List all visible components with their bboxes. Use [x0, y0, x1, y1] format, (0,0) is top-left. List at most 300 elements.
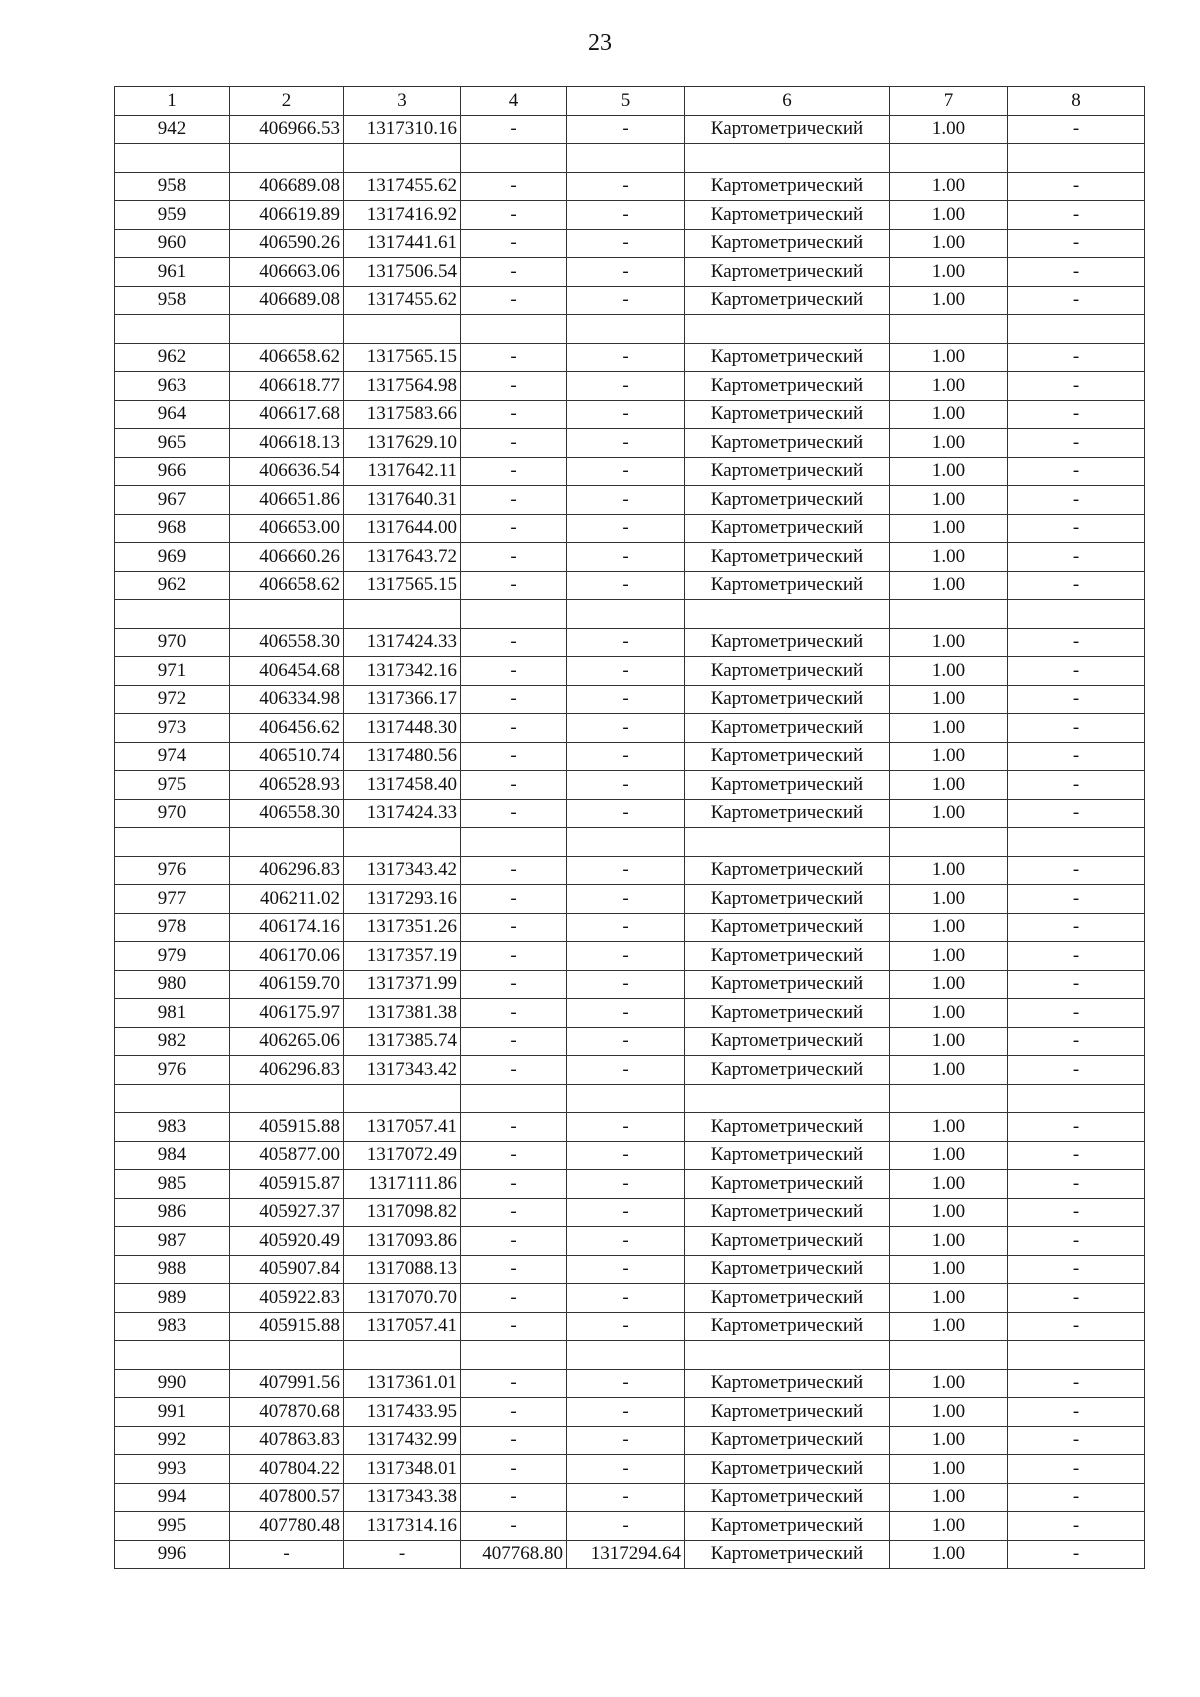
coord-y-new-cell: -: [567, 343, 685, 372]
coord-y-cell: 1317416.92: [344, 201, 461, 230]
coord-y-new-cell: -: [567, 258, 685, 287]
separator-row: [115, 1084, 1145, 1113]
empty-cell: [1008, 144, 1145, 173]
method-cell: Картометрический: [685, 999, 890, 1028]
accuracy-cell: 1.00: [890, 286, 1008, 315]
empty-cell: [461, 600, 567, 629]
description-cell: -: [1008, 1398, 1145, 1427]
description-cell: -: [1008, 1170, 1145, 1199]
point-number-cell: 995: [115, 1512, 230, 1541]
coord-y-new-cell: -: [567, 714, 685, 743]
coord-x-cell: 406663.06: [230, 258, 344, 287]
method-cell: Картометрический: [685, 1426, 890, 1455]
coord-x-cell: 406454.68: [230, 657, 344, 686]
table-row: [115, 1512, 1145, 1541]
header-col-8: 8: [1008, 87, 1145, 116]
method-cell: Картометрический: [685, 885, 890, 914]
coord-x-new-cell: -: [461, 115, 567, 144]
coord-y-cell: 1317643.72: [344, 543, 461, 572]
point-number-cell: 958: [115, 286, 230, 315]
empty-cell: [567, 144, 685, 173]
coord-x-new-cell: -: [461, 856, 567, 885]
table-row: [115, 343, 1145, 372]
method-cell: Картометрический: [685, 742, 890, 771]
point-number-cell: 990: [115, 1369, 230, 1398]
accuracy-cell: 1.00: [890, 999, 1008, 1028]
coord-x-cell: 406619.89: [230, 201, 344, 230]
coord-y-new-cell: -: [567, 771, 685, 800]
table-row: [115, 742, 1145, 771]
coord-y-new-cell: -: [567, 1512, 685, 1541]
point-number-cell: 994: [115, 1483, 230, 1512]
table-row: [115, 771, 1145, 800]
description-cell: -: [1008, 343, 1145, 372]
coord-x-new-cell: -: [461, 970, 567, 999]
coord-y-cell: 1317644.00: [344, 514, 461, 543]
point-number-cell: 983: [115, 1113, 230, 1142]
coord-x-new-cell: -: [461, 999, 567, 1028]
coord-x-new-cell: -: [461, 885, 567, 914]
description-cell: -: [1008, 856, 1145, 885]
coord-x-cell: 407991.56: [230, 1369, 344, 1398]
coord-y-cell: 1317629.10: [344, 429, 461, 458]
point-number-cell: 982: [115, 1027, 230, 1056]
point-number-cell: 967: [115, 486, 230, 515]
table-row: [115, 1312, 1145, 1341]
accuracy-cell: 1.00: [890, 1027, 1008, 1056]
table-row: [115, 1540, 1145, 1569]
coord-x-new-cell: -: [461, 571, 567, 600]
coord-x-cell: 406658.62: [230, 571, 344, 600]
coord-y-cell: 1317357.19: [344, 942, 461, 971]
point-number-cell: 991: [115, 1398, 230, 1427]
table-row: [115, 457, 1145, 486]
coord-x-cell: 406590.26: [230, 229, 344, 258]
empty-cell: [461, 828, 567, 857]
accuracy-cell: 1.00: [890, 1540, 1008, 1569]
accuracy-cell: 1.00: [890, 913, 1008, 942]
coord-y-new-cell: -: [567, 628, 685, 657]
description-cell: -: [1008, 286, 1145, 315]
table-row: [115, 514, 1145, 543]
coord-y-cell: -: [344, 1540, 461, 1569]
coord-y-cell: 1317070.70: [344, 1284, 461, 1313]
point-number-cell: 966: [115, 457, 230, 486]
coord-y-cell: 1317640.31: [344, 486, 461, 515]
coord-x-cell: 406651.86: [230, 486, 344, 515]
coord-x-cell: 405920.49: [230, 1227, 344, 1256]
coord-x-new-cell: -: [461, 343, 567, 372]
coord-y-cell: 1317057.41: [344, 1312, 461, 1341]
empty-cell: [1008, 828, 1145, 857]
description-cell: -: [1008, 1312, 1145, 1341]
coord-y-cell: 1317583.66: [344, 400, 461, 429]
coord-x-cell: 406175.97: [230, 999, 344, 1028]
method-cell: Картометрический: [685, 201, 890, 230]
coord-x-new-cell: -: [461, 1398, 567, 1427]
method-cell: Картометрический: [685, 1227, 890, 1256]
separator-row: [115, 1341, 1145, 1370]
accuracy-cell: 1.00: [890, 1369, 1008, 1398]
description-cell: -: [1008, 799, 1145, 828]
point-number-cell: 959: [115, 201, 230, 230]
coord-y-new-cell: -: [567, 685, 685, 714]
separator-row: [115, 600, 1145, 629]
accuracy-cell: 1.00: [890, 1141, 1008, 1170]
empty-cell: [685, 315, 890, 344]
description-cell: -: [1008, 172, 1145, 201]
coordinates-table: [114, 86, 1145, 1569]
description-cell: -: [1008, 201, 1145, 230]
accuracy-cell: 1.00: [890, 771, 1008, 800]
accuracy-cell: 1.00: [890, 1398, 1008, 1427]
accuracy-cell: 1.00: [890, 1113, 1008, 1142]
description-cell: -: [1008, 1483, 1145, 1512]
coord-y-new-cell: -: [567, 1369, 685, 1398]
empty-cell: [461, 1084, 567, 1113]
coord-x-cell: 406558.30: [230, 799, 344, 828]
empty-cell: [344, 600, 461, 629]
table-row: [115, 1227, 1145, 1256]
accuracy-cell: 1.00: [890, 1284, 1008, 1313]
coord-x-cell: 405907.84: [230, 1255, 344, 1284]
accuracy-cell: 1.00: [890, 885, 1008, 914]
accuracy-cell: 1.00: [890, 657, 1008, 686]
point-number-cell: 987: [115, 1227, 230, 1256]
coord-x-new-cell: -: [461, 429, 567, 458]
coord-y-cell: 1317057.41: [344, 1113, 461, 1142]
coord-x-new-cell: -: [461, 714, 567, 743]
coord-y-cell: 1317424.33: [344, 799, 461, 828]
table-row: [115, 799, 1145, 828]
description-cell: -: [1008, 1426, 1145, 1455]
method-cell: Картометрический: [685, 115, 890, 144]
coord-x-new-cell: -: [461, 201, 567, 230]
method-cell: Картометрический: [685, 685, 890, 714]
coord-y-cell: 1317480.56: [344, 742, 461, 771]
accuracy-cell: 1.00: [890, 942, 1008, 971]
coord-y-cell: 1317293.16: [344, 885, 461, 914]
accuracy-cell: 1.00: [890, 799, 1008, 828]
description-cell: -: [1008, 628, 1145, 657]
coord-y-new-cell: -: [567, 885, 685, 914]
description-cell: -: [1008, 942, 1145, 971]
method-cell: Картометрический: [685, 258, 890, 287]
coord-x-cell: 405877.00: [230, 1141, 344, 1170]
method-cell: Картометрический: [685, 514, 890, 543]
empty-cell: [685, 144, 890, 173]
coord-y-cell: 1317424.33: [344, 628, 461, 657]
method-cell: Картометрический: [685, 229, 890, 258]
coord-y-new-cell: -: [567, 1255, 685, 1284]
point-number-cell: 961: [115, 258, 230, 287]
description-cell: -: [1008, 115, 1145, 144]
coord-x-cell: 406558.30: [230, 628, 344, 657]
point-number-cell: 942: [115, 115, 230, 144]
table-row: [115, 400, 1145, 429]
accuracy-cell: 1.00: [890, 201, 1008, 230]
coord-x-new-cell: -: [461, 1426, 567, 1455]
coord-y-cell: 1317361.01: [344, 1369, 461, 1398]
coord-x-new-cell: -: [461, 913, 567, 942]
method-cell: Картометрический: [685, 1255, 890, 1284]
point-number-cell: 972: [115, 685, 230, 714]
method-cell: Картометрический: [685, 543, 890, 572]
coord-x-new-cell: -: [461, 172, 567, 201]
accuracy-cell: 1.00: [890, 343, 1008, 372]
accuracy-cell: 1.00: [890, 685, 1008, 714]
coord-y-cell: 1317441.61: [344, 229, 461, 258]
coord-y-new-cell: -: [567, 115, 685, 144]
coord-y-new-cell: -: [567, 1227, 685, 1256]
point-number-cell: 993: [115, 1455, 230, 1484]
coord-y-new-cell: -: [567, 1113, 685, 1142]
empty-cell: [344, 144, 461, 173]
point-number-cell: 976: [115, 1056, 230, 1085]
table-row: [115, 1255, 1145, 1284]
coord-x-new-cell: -: [461, 1455, 567, 1484]
method-cell: Картометрический: [685, 172, 890, 201]
empty-cell: [1008, 600, 1145, 629]
coord-x-cell: 406658.62: [230, 343, 344, 372]
coord-y-cell: 1317343.38: [344, 1483, 461, 1512]
coord-y-new-cell: -: [567, 1141, 685, 1170]
empty-cell: [567, 828, 685, 857]
empty-cell: [230, 1084, 344, 1113]
method-cell: Картометрический: [685, 1512, 890, 1541]
coord-y-cell: 1317088.13: [344, 1255, 461, 1284]
coord-y-new-cell: -: [567, 172, 685, 201]
method-cell: Картометрический: [685, 400, 890, 429]
coord-y-new-cell: -: [567, 229, 685, 258]
coord-y-new-cell: -: [567, 1170, 685, 1199]
empty-cell: [890, 1341, 1008, 1370]
method-cell: Картометрический: [685, 1027, 890, 1056]
coord-x-new-cell: -: [461, 657, 567, 686]
accuracy-cell: 1.00: [890, 571, 1008, 600]
coord-y-cell: 1317098.82: [344, 1198, 461, 1227]
table-row: [115, 885, 1145, 914]
description-cell: -: [1008, 999, 1145, 1028]
coord-y-new-cell: -: [567, 1027, 685, 1056]
coord-y-cell: 1317314.16: [344, 1512, 461, 1541]
table-row: [115, 229, 1145, 258]
description-cell: -: [1008, 1284, 1145, 1313]
point-number-cell: 969: [115, 543, 230, 572]
coord-x-cell: 406510.74: [230, 742, 344, 771]
table-row: [115, 628, 1145, 657]
description-cell: -: [1008, 657, 1145, 686]
point-number-cell: 970: [115, 799, 230, 828]
description-cell: -: [1008, 1027, 1145, 1056]
point-number-cell: 985: [115, 1170, 230, 1199]
coord-y-cell: 1317366.17: [344, 685, 461, 714]
coord-y-cell: 1317506.54: [344, 258, 461, 287]
empty-cell: [685, 1084, 890, 1113]
description-cell: -: [1008, 400, 1145, 429]
accuracy-cell: 1.00: [890, 1255, 1008, 1284]
coord-y-new-cell: 1317294.64: [567, 1540, 685, 1569]
method-cell: Картометрический: [685, 771, 890, 800]
coord-y-new-cell: -: [567, 1056, 685, 1085]
table-row: [115, 1027, 1145, 1056]
coord-x-new-cell: -: [461, 628, 567, 657]
accuracy-cell: 1.00: [890, 1512, 1008, 1541]
method-cell: Картометрический: [685, 1540, 890, 1569]
empty-cell: [890, 144, 1008, 173]
point-number-cell: 975: [115, 771, 230, 800]
coord-x-cell: 406334.98: [230, 685, 344, 714]
coord-x-new-cell: -: [461, 942, 567, 971]
header-col-7: 7: [890, 87, 1008, 116]
coord-x-new-cell: -: [461, 1141, 567, 1170]
table-row: [115, 172, 1145, 201]
empty-cell: [890, 600, 1008, 629]
coord-y-cell: 1317371.99: [344, 970, 461, 999]
point-number-cell: 989: [115, 1284, 230, 1313]
description-cell: -: [1008, 1255, 1145, 1284]
coord-x-new-cell: -: [461, 1056, 567, 1085]
point-number-cell: 984: [115, 1141, 230, 1170]
method-cell: Картометрический: [685, 1056, 890, 1085]
separator-row: [115, 315, 1145, 344]
coord-x-cell: 406618.13: [230, 429, 344, 458]
method-cell: Картометрический: [685, 799, 890, 828]
coord-y-cell: 1317458.40: [344, 771, 461, 800]
coord-x-cell: 407804.22: [230, 1455, 344, 1484]
coord-x-cell: 406528.93: [230, 771, 344, 800]
coord-x-new-cell: -: [461, 1027, 567, 1056]
empty-cell: [115, 1084, 230, 1113]
accuracy-cell: 1.00: [890, 1483, 1008, 1512]
point-number-cell: 976: [115, 856, 230, 885]
empty-cell: [890, 315, 1008, 344]
description-cell: -: [1008, 885, 1145, 914]
coord-x-cell: 406617.68: [230, 400, 344, 429]
coord-x-cell: -: [230, 1540, 344, 1569]
coord-y-new-cell: -: [567, 1455, 685, 1484]
empty-cell: [685, 828, 890, 857]
accuracy-cell: 1.00: [890, 429, 1008, 458]
accuracy-cell: 1.00: [890, 856, 1008, 885]
coord-x-cell: 406296.83: [230, 1056, 344, 1085]
coord-x-new-cell: -: [461, 457, 567, 486]
coord-x-cell: 406689.08: [230, 172, 344, 201]
coord-x-cell: 406265.06: [230, 1027, 344, 1056]
table-row: [115, 372, 1145, 401]
point-number-cell: 971: [115, 657, 230, 686]
empty-cell: [461, 1341, 567, 1370]
coord-y-cell: 1317351.26: [344, 913, 461, 942]
description-cell: -: [1008, 685, 1145, 714]
accuracy-cell: 1.00: [890, 172, 1008, 201]
coord-y-cell: 1317343.42: [344, 1056, 461, 1085]
table-row: [115, 486, 1145, 515]
accuracy-cell: 1.00: [890, 229, 1008, 258]
table-row: [115, 714, 1145, 743]
method-cell: Картометрический: [685, 1170, 890, 1199]
coord-x-new-cell: -: [461, 1512, 567, 1541]
coord-x-cell: 406456.62: [230, 714, 344, 743]
accuracy-cell: 1.00: [890, 486, 1008, 515]
coord-x-cell: 406174.16: [230, 913, 344, 942]
table-row: [115, 543, 1145, 572]
coord-y-new-cell: -: [567, 1483, 685, 1512]
description-cell: -: [1008, 1540, 1145, 1569]
coord-x-new-cell: -: [461, 400, 567, 429]
accuracy-cell: 1.00: [890, 115, 1008, 144]
coord-x-cell: 406653.00: [230, 514, 344, 543]
method-cell: Картометрический: [685, 1141, 890, 1170]
accuracy-cell: 1.00: [890, 1455, 1008, 1484]
accuracy-cell: 1.00: [890, 742, 1008, 771]
method-cell: Картометрический: [685, 1455, 890, 1484]
header-col-5: 5: [567, 87, 685, 116]
coord-x-new-cell: -: [461, 258, 567, 287]
empty-cell: [461, 315, 567, 344]
description-cell: -: [1008, 1369, 1145, 1398]
accuracy-cell: 1.00: [890, 714, 1008, 743]
empty-cell: [461, 144, 567, 173]
method-cell: Картометрический: [685, 429, 890, 458]
method-cell: Картометрический: [685, 571, 890, 600]
accuracy-cell: 1.00: [890, 1056, 1008, 1085]
accuracy-cell: 1.00: [890, 628, 1008, 657]
coord-y-cell: 1317432.99: [344, 1426, 461, 1455]
table-row: [115, 201, 1145, 230]
header-col-1: 1: [115, 87, 230, 116]
empty-cell: [685, 1341, 890, 1370]
coord-y-new-cell: -: [567, 457, 685, 486]
method-cell: Картометрический: [685, 1398, 890, 1427]
coord-x-cell: 405915.88: [230, 1312, 344, 1341]
description-cell: -: [1008, 571, 1145, 600]
description-cell: -: [1008, 1455, 1145, 1484]
table-row: [115, 1398, 1145, 1427]
coord-x-new-cell: -: [461, 771, 567, 800]
point-number-cell: 958: [115, 172, 230, 201]
method-cell: Картометрический: [685, 714, 890, 743]
description-cell: -: [1008, 742, 1145, 771]
description-cell: -: [1008, 543, 1145, 572]
table-row: [115, 1141, 1145, 1170]
point-number-cell: 970: [115, 628, 230, 657]
accuracy-cell: 1.00: [890, 543, 1008, 572]
table-row: [115, 1056, 1145, 1085]
coord-x-new-cell: -: [461, 1369, 567, 1398]
accuracy-cell: 1.00: [890, 970, 1008, 999]
table-row: [115, 1455, 1145, 1484]
table-row: [115, 286, 1145, 315]
empty-cell: [890, 828, 1008, 857]
coord-y-cell: 1317565.15: [344, 571, 461, 600]
coord-y-new-cell: -: [567, 1426, 685, 1455]
separator-row: [115, 144, 1145, 173]
coord-y-new-cell: -: [567, 571, 685, 600]
method-cell: Картометрический: [685, 657, 890, 686]
table-row: [115, 657, 1145, 686]
table-row: [115, 856, 1145, 885]
coord-y-new-cell: -: [567, 429, 685, 458]
method-cell: Картометрический: [685, 1483, 890, 1512]
description-cell: -: [1008, 1141, 1145, 1170]
coord-y-new-cell: -: [567, 400, 685, 429]
accuracy-cell: 1.00: [890, 457, 1008, 486]
coord-y-new-cell: -: [567, 942, 685, 971]
point-number-cell: 981: [115, 999, 230, 1028]
empty-cell: [115, 144, 230, 173]
empty-cell: [567, 315, 685, 344]
